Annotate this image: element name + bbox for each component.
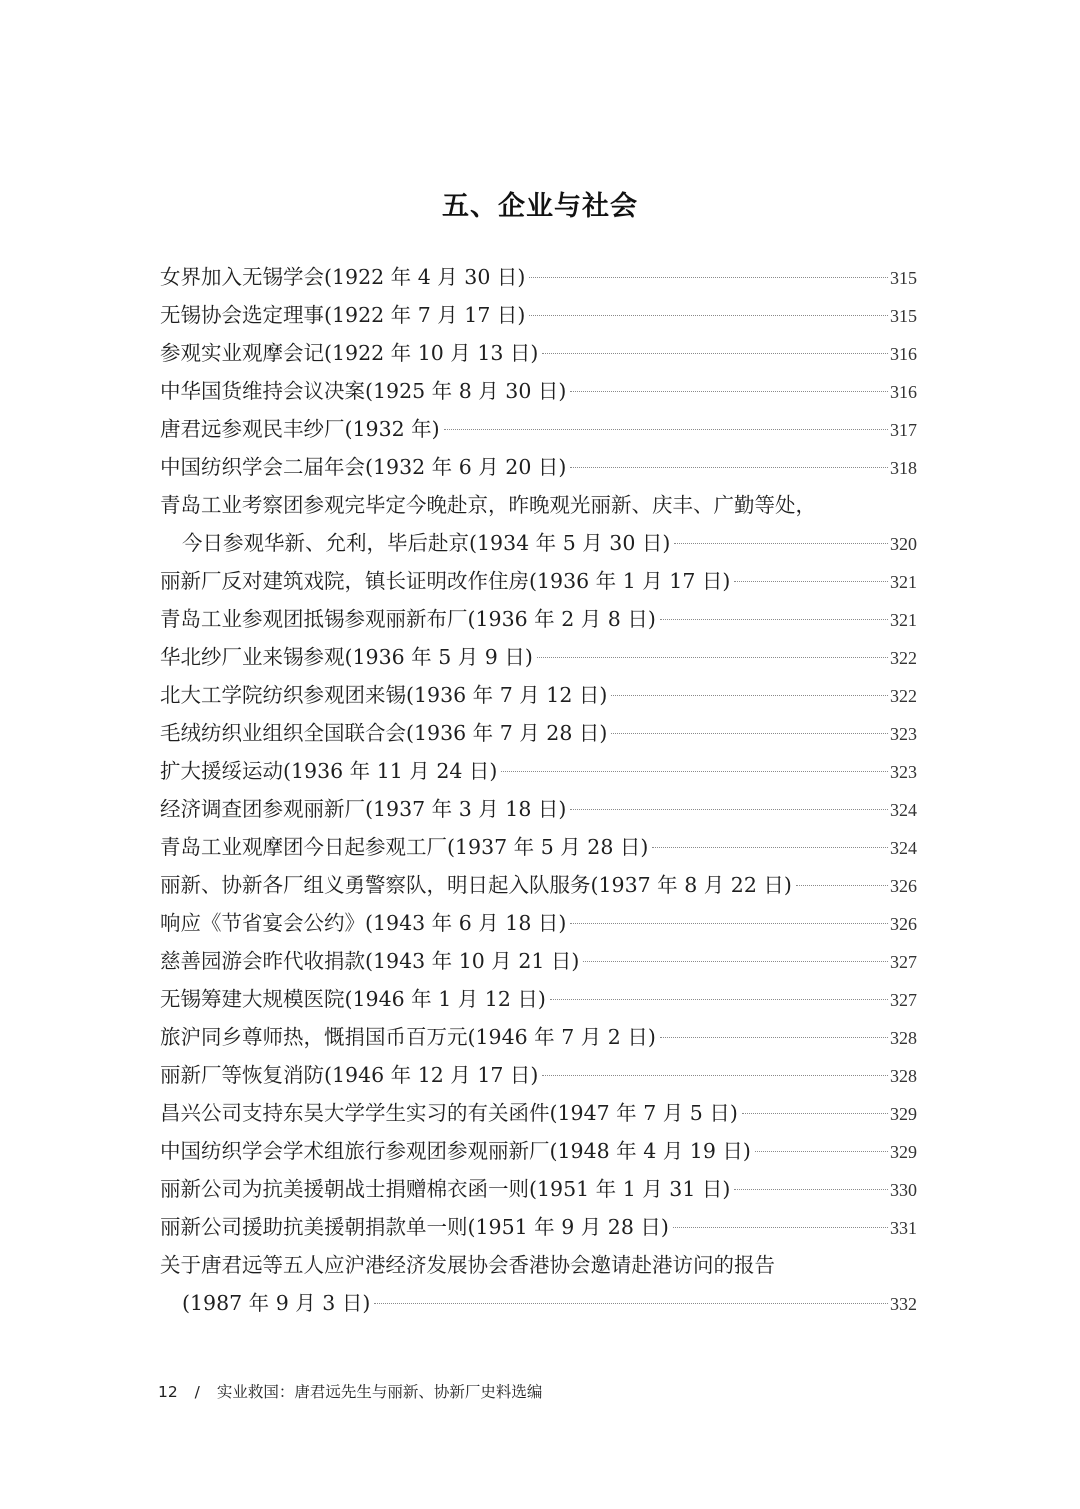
toc-page-number: 326 bbox=[890, 914, 917, 934]
toc-entry[interactable] bbox=[160, 1170, 917, 1208]
dot-leader bbox=[611, 733, 888, 734]
toc-entry-title: 无锡筹建大规模医院(1946 年 1 月 12 日) bbox=[160, 987, 546, 1011]
toc-entry-title: 丽新厂反对建筑戏院，镇长证明改作住房(1936 年 1 月 17 日) bbox=[160, 569, 731, 593]
toc-entry[interactable] bbox=[160, 1094, 917, 1132]
toc-page-number: 322 bbox=[890, 648, 917, 668]
toc-page-number: 326 bbox=[890, 876, 917, 896]
toc-entry[interactable] bbox=[160, 638, 917, 676]
toc-entry[interactable] bbox=[160, 1208, 917, 1246]
toc-page-number: 315 bbox=[890, 268, 917, 288]
toc-page-number: 321 bbox=[890, 610, 917, 630]
toc-entry-title: 丽新厂等恢复消防(1946 年 12 月 17 日) bbox=[160, 1063, 539, 1087]
toc-page-number: 329 bbox=[890, 1104, 917, 1124]
section-title: 五、企业与社会 bbox=[442, 191, 638, 222]
toc-entry[interactable] bbox=[160, 752, 917, 790]
toc-entry[interactable] bbox=[160, 866, 917, 904]
toc-entry-title: 丽新公司为抗美援朝战士捐赠棉衣函一则(1951 年 1 月 31 日) bbox=[160, 1177, 731, 1201]
dot-leader bbox=[673, 1227, 888, 1228]
toc-entry[interactable] bbox=[160, 334, 917, 372]
toc-entry[interactable] bbox=[160, 1132, 917, 1170]
toc-page-number: 316 bbox=[890, 382, 917, 402]
dot-leader bbox=[734, 581, 888, 582]
dot-leader bbox=[542, 1075, 888, 1076]
toc-entry[interactable] bbox=[160, 980, 917, 1018]
toc-page-number: 330 bbox=[890, 1180, 917, 1200]
toc-page-number: 328 bbox=[890, 1066, 917, 1086]
dot-leader bbox=[755, 1151, 888, 1152]
dot-leader bbox=[660, 619, 888, 620]
toc-entry-title: 扩大援绥运动(1936 年 11 月 24 日) bbox=[160, 759, 498, 783]
toc-page-number: 317 bbox=[890, 420, 917, 440]
toc-page-number: 328 bbox=[890, 1028, 917, 1048]
toc-entry[interactable] bbox=[160, 1018, 917, 1056]
dot-leader bbox=[374, 1303, 888, 1304]
toc-entry-title: 丽新、协新各厂组义勇警察队，明日起入队服务(1937 年 8 月 22 日) bbox=[160, 873, 792, 897]
dot-leader bbox=[660, 1037, 888, 1038]
dot-leader bbox=[501, 771, 888, 772]
toc-entry-title: 青岛工业参观团抵锡参观丽新布厂(1936 年 2 月 8 日) bbox=[160, 607, 656, 631]
toc-entry[interactable] bbox=[160, 828, 917, 866]
toc-entry-title-line1: 青岛工业考察团参观完毕定今晚赴京，昨晚观光丽新、庆丰、广勤等处， bbox=[160, 493, 816, 517]
toc-page-number: 322 bbox=[890, 686, 917, 706]
toc-entry-title: 中国纺织学会二届年会(1932 年 6 月 20 日) bbox=[160, 455, 567, 479]
toc-entry-title: 北大工学院纺织参观团来锡(1936 年 7 月 12 日) bbox=[160, 683, 608, 707]
toc-entry-title: 今日参观华新、允利，毕后赴京(1934 年 5 月 30 日) bbox=[182, 531, 671, 555]
toc-entry-title: 唐君远参观民丰纱厂(1932 年) bbox=[160, 417, 440, 441]
toc-entry-title: 华北纱厂业来锡参观(1936 年 5 月 9 日) bbox=[160, 645, 533, 669]
dot-leader bbox=[550, 999, 888, 1000]
toc-entry-title: 参观实业观摩会记(1922 年 10 月 13 日) bbox=[160, 341, 539, 365]
dot-leader bbox=[570, 923, 888, 924]
dot-leader bbox=[734, 1189, 888, 1190]
toc-entry[interactable] bbox=[160, 410, 917, 448]
toc-page-number: 321 bbox=[890, 572, 917, 592]
toc-entry-title: (1987 年 9 月 3 日) bbox=[182, 1291, 371, 1315]
toc-entry-title: 慈善园游会昨代收捐款(1943 年 10 月 21 日) bbox=[160, 949, 580, 973]
footer-book-title: 实业救国：唐君远先生与丽新、协新厂史料选编 bbox=[216, 1383, 543, 1401]
toc-entry[interactable] bbox=[160, 714, 917, 752]
dot-leader bbox=[611, 695, 888, 696]
dot-leader bbox=[742, 1113, 888, 1114]
toc-page-number: 320 bbox=[890, 534, 917, 554]
dot-leader bbox=[529, 315, 888, 316]
toc-entry-title: 昌兴公司支持东吴大学学生实习的有关函件(1947 年 7 月 5 日) bbox=[160, 1101, 738, 1125]
toc-entry[interactable] bbox=[160, 1246, 917, 1322]
toc-entry[interactable] bbox=[160, 1056, 917, 1094]
dot-leader bbox=[570, 809, 888, 810]
toc-page-number: 331 bbox=[890, 1218, 917, 1238]
toc-entry[interactable] bbox=[160, 790, 917, 828]
toc-page-number: 332 bbox=[890, 1294, 917, 1314]
toc-page-number: 324 bbox=[890, 838, 917, 858]
dot-leader bbox=[674, 543, 888, 544]
dot-leader bbox=[570, 467, 888, 468]
toc-entry[interactable] bbox=[160, 372, 917, 410]
toc-entry-title: 女界加入无锡学会(1922 年 4 月 30 日) bbox=[160, 265, 526, 289]
dot-leader bbox=[796, 885, 888, 886]
dot-leader bbox=[652, 847, 888, 848]
toc-page-number: 327 bbox=[890, 952, 917, 972]
toc-page-number: 324 bbox=[890, 800, 917, 820]
toc-entry[interactable] bbox=[160, 904, 917, 942]
toc-entry-title: 中华国货维持会议决案(1925 年 8 月 30 日) bbox=[160, 379, 567, 403]
toc-entry-title: 响应《节省宴会公约》(1943 年 6 月 18 日) bbox=[160, 911, 567, 935]
dot-leader bbox=[529, 277, 888, 278]
toc-page-number: 315 bbox=[890, 306, 917, 326]
dot-leader bbox=[583, 961, 888, 962]
page-footer bbox=[158, 1380, 542, 1402]
toc-entry-title: 青岛工业观摩团今日起参观工厂(1937 年 5 月 28 日) bbox=[160, 835, 649, 859]
toc-page-number: 316 bbox=[890, 344, 917, 364]
toc-page-number: 323 bbox=[890, 762, 917, 782]
dot-leader bbox=[542, 353, 888, 354]
toc-entry-title: 丽新公司援助抗美援朝捐款单一则(1951 年 9 月 28 日) bbox=[160, 1215, 669, 1239]
toc-entry-title: 中国纺织学会学术组旅行参观团参观丽新厂(1948 年 4 月 19 日) bbox=[160, 1139, 751, 1163]
toc-entry-title: 无锡协会选定理事(1922 年 7 月 17 日) bbox=[160, 303, 526, 327]
dot-leader bbox=[570, 391, 888, 392]
footer-separator: / bbox=[194, 1383, 200, 1401]
toc-entry[interactable] bbox=[160, 676, 917, 714]
toc-entry-title: 旅沪同乡尊师热，慨捐国币百万元(1946 年 7 月 2 日) bbox=[160, 1025, 656, 1049]
toc-page-number: 318 bbox=[890, 458, 917, 478]
toc-page-number: 327 bbox=[890, 990, 917, 1010]
table-of-contents bbox=[160, 258, 917, 1322]
toc-page-number: 323 bbox=[890, 724, 917, 744]
footer-page-number: 12 bbox=[158, 1383, 178, 1401]
toc-entry[interactable] bbox=[160, 600, 917, 638]
dot-leader bbox=[444, 429, 888, 430]
toc-entry[interactable] bbox=[160, 258, 917, 296]
toc-page-number: 329 bbox=[890, 1142, 917, 1162]
toc-entry[interactable] bbox=[160, 942, 917, 980]
dot-leader bbox=[537, 657, 888, 658]
toc-entry[interactable] bbox=[160, 448, 917, 486]
toc-entry[interactable] bbox=[160, 562, 917, 600]
toc-entry-title: 经济调查团参观丽新厂(1937 年 3 月 18 日) bbox=[160, 797, 567, 821]
toc-entry-title-line1: 关于唐君远等五人应沪港经济发展协会香港协会邀请赴港访问的报告 bbox=[160, 1253, 775, 1277]
toc-entry-title: 毛绒纺织业组织全国联合会(1936 年 7 月 28 日) bbox=[160, 721, 608, 745]
toc-entry[interactable] bbox=[160, 486, 917, 562]
toc-entry[interactable] bbox=[160, 296, 917, 334]
